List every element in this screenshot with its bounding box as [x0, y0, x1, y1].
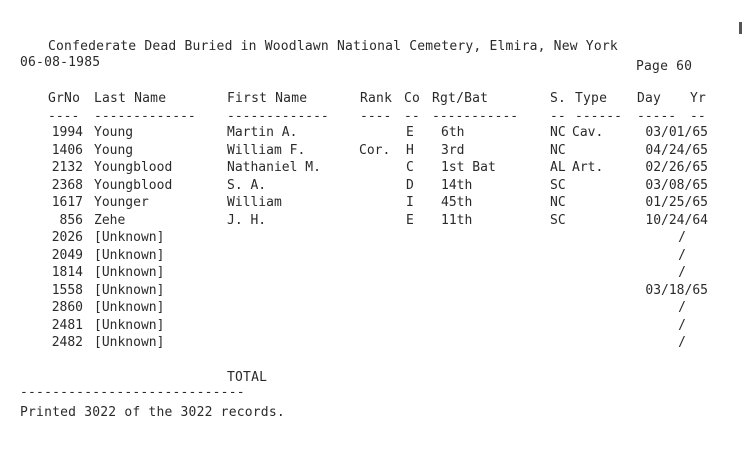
table-row — [0, 142, 750, 159]
table-row — [0, 194, 750, 211]
cell-last-name: [Unknown] — [94, 317, 165, 333]
underline-co: -- — [404, 109, 420, 124]
records-summary: Printed 3022 of the 3022 records. — [20, 405, 285, 420]
cell-last-name: Young — [94, 125, 134, 140]
header-yr: Yr — [690, 91, 707, 106]
table-row — [0, 299, 750, 316]
underline-first-name: ------------- — [227, 109, 329, 124]
cell-rgt-bat: 6th — [441, 125, 465, 140]
cell-last-name: [Unknown] — [94, 335, 165, 350]
cell-grno: 1617 — [51, 195, 83, 210]
cell-state: NC — [550, 125, 566, 140]
cell-rgt-bat: 45th — [441, 195, 473, 210]
cell-grno: 2368 — [51, 177, 83, 193]
cell-last-name: Zehe — [94, 212, 126, 228]
header-first-name: First Name — [227, 91, 308, 106]
cell-grno: 1994 — [51, 125, 83, 140]
cell-date: / — [678, 230, 686, 245]
cell-grno: 2482 — [51, 335, 83, 350]
table-row — [0, 282, 750, 299]
cell-last-name: [Unknown] — [94, 230, 165, 245]
cell-date: / — [678, 335, 686, 350]
cell-last-name: [Unknown] — [94, 247, 165, 263]
cell-co: H — [406, 142, 414, 158]
cell-first-name: Nathaniel M. — [227, 160, 321, 175]
cell-co: E — [406, 125, 414, 140]
cell-grno: 2049 — [51, 247, 83, 263]
cell-last-name: Youngblood — [94, 160, 173, 175]
cell-date: 03/08/65 — [645, 177, 708, 193]
cell-state: SC — [550, 212, 566, 228]
cell-last-name: [Unknown] — [94, 282, 165, 298]
cell-date: 10/24/64 — [645, 212, 708, 228]
underline-yr: -- — [690, 109, 706, 124]
underline-type: ------ — [575, 109, 622, 124]
cell-type: Cav. — [572, 125, 604, 140]
table-row — [0, 317, 750, 334]
underline-rgt-bat: ----------- — [432, 109, 519, 124]
cell-rgt-bat: 1st Bat — [441, 160, 496, 175]
cell-rgt-bat: 3rd — [441, 142, 465, 158]
cell-first-name: William — [227, 195, 282, 210]
cell-co: C — [406, 160, 414, 175]
cell-last-name: [Unknown] — [94, 300, 165, 315]
table-row — [0, 124, 750, 141]
cell-grno: 2026 — [51, 230, 83, 245]
cell-grno: 2481 — [51, 317, 83, 333]
cell-date: 01/25/65 — [645, 195, 708, 210]
cell-date: 04/24/65 — [645, 142, 708, 158]
header-day: Day — [637, 91, 662, 106]
cell-grno: 1814 — [51, 265, 83, 280]
cell-last-name: Youngblood — [94, 177, 173, 193]
table-row — [0, 264, 750, 281]
total-label: TOTAL — [227, 370, 268, 385]
cell-date: 03/01/65 — [645, 125, 708, 140]
header-rank: Rank — [360, 91, 393, 106]
underline-last-name: ------------- — [94, 109, 196, 124]
cell-state: NC — [550, 195, 566, 210]
footer-rule: ---------------------------- — [20, 385, 245, 400]
table-row — [0, 247, 750, 264]
report-date: 06-08-1985 — [20, 55, 101, 70]
cell-grno: 1406 — [51, 142, 83, 158]
cell-rgt-bat: 14th — [441, 177, 473, 193]
cell-date: / — [678, 300, 686, 315]
table-row — [0, 159, 750, 176]
cell-first-name: J. H. — [227, 212, 267, 228]
cell-rgt-bat: 11th — [441, 212, 473, 228]
table-row — [0, 212, 750, 229]
header-state: S. — [550, 91, 567, 106]
underline-grno: ---- — [48, 109, 80, 124]
table-row — [0, 177, 750, 194]
cell-date: / — [678, 265, 686, 280]
underline-state: -- — [550, 109, 566, 124]
cell-state: NC — [550, 142, 566, 158]
header-co: Co — [404, 91, 421, 106]
cell-co: D — [406, 177, 414, 193]
header-rgt-bat: Rgt/Bat — [432, 91, 489, 106]
cell-first-name: William F. — [227, 142, 306, 158]
underline-rank: ---- — [360, 109, 392, 124]
cell-grno: 2860 — [51, 300, 83, 315]
cell-grno: 1558 — [51, 282, 83, 298]
cell-first-name: S. A. — [227, 177, 267, 193]
cell-date: / — [678, 247, 686, 263]
cell-state: AL — [550, 160, 566, 175]
underline-day: ----- — [637, 109, 677, 124]
cell-date: 03/18/65 — [645, 282, 708, 298]
cell-co: I — [406, 195, 414, 210]
table-row — [0, 334, 750, 351]
cell-grno: 856 — [59, 212, 83, 228]
cell-type: Art. — [572, 160, 604, 175]
table-row — [0, 229, 750, 246]
cell-state: SC — [550, 177, 566, 193]
cell-last-name: Young — [94, 142, 134, 158]
cell-date: 02/26/65 — [645, 160, 708, 175]
report-title: Confederate Dead Buried in Woodlawn National Cemetery, Elmira, New York — [48, 39, 618, 54]
cell-rank: Cor. — [359, 142, 391, 158]
cell-last-name: Younger — [94, 195, 149, 210]
cell-first-name: Martin A. — [227, 125, 298, 140]
header-grno: GrNo — [48, 91, 81, 106]
page-edge-mark — [739, 22, 742, 34]
header-last-name: Last Name — [94, 91, 167, 106]
cell-co: E — [406, 212, 414, 228]
cell-grno: 2132 — [51, 160, 83, 175]
cell-last-name: [Unknown] — [94, 265, 165, 280]
cell-date: / — [678, 317, 686, 333]
header-type: Type — [575, 91, 608, 106]
page-number: Page 60 — [636, 59, 693, 74]
